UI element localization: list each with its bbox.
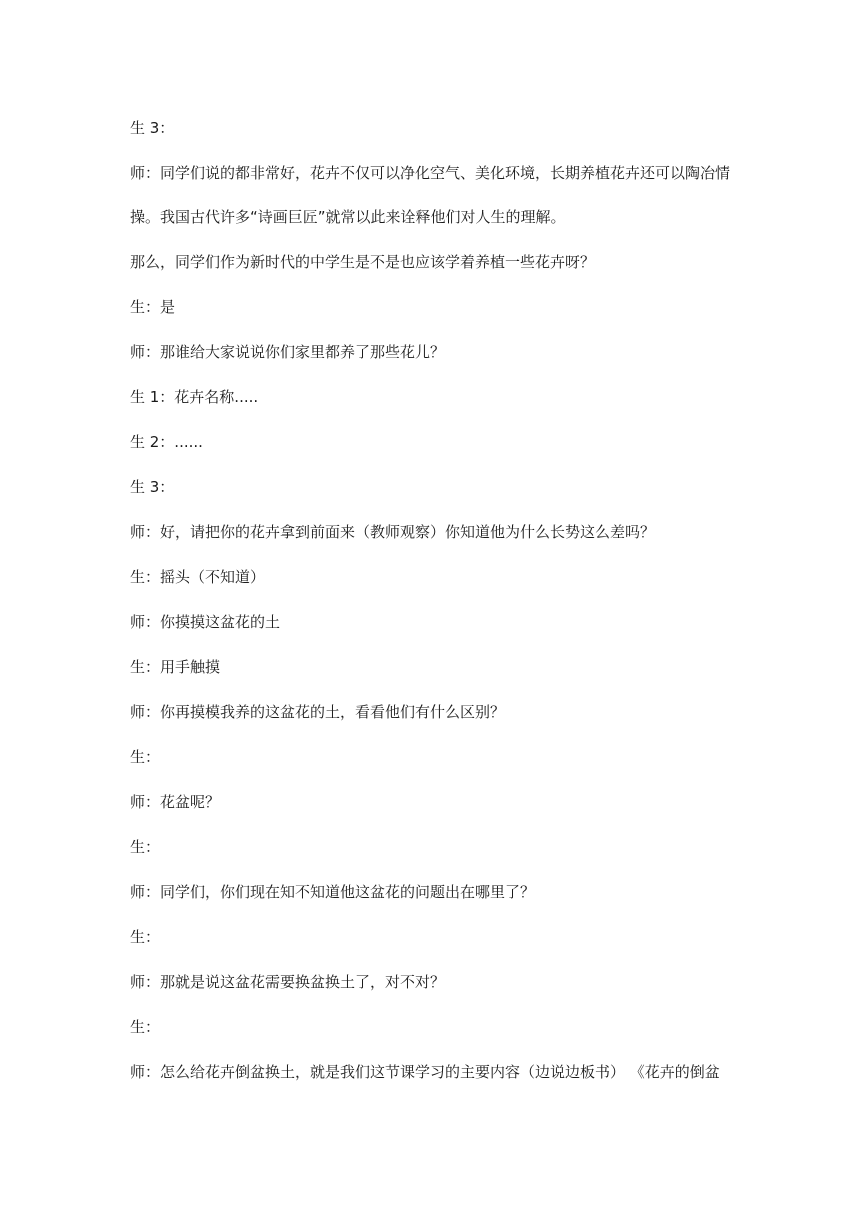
text-line: 生： <box>130 748 161 766</box>
text-line: 师：好，请把你的花卉拿到前面来（教师观察）你知道他为什么长势这么差吗？ <box>130 523 656 541</box>
text-line: 师：同学们说的都非常好，花卉不仅可以净化空气、美化环境，长期养植花卉还可以陶冶情 <box>130 164 731 182</box>
text-line: 生： <box>130 1018 161 1036</box>
text-line: 师：同学们，你们现在知不知道他这盆花的问题出在哪里了？ <box>130 883 536 901</box>
text-line: 师：花盆呢？ <box>130 793 221 811</box>
text-line: 那么，同学们作为新时代的中学生是不是也应该学着养植一些花卉呀？ <box>130 253 596 271</box>
text-line: 生 3： <box>130 119 175 137</box>
text-line: 生： <box>130 928 161 946</box>
text-line: 师：那谁给大家说说你们家里都养了那些花儿？ <box>130 343 446 361</box>
text-line: 师：那就是说这盆花需要换盆换土了，对不对？ <box>130 973 446 991</box>
text-line: 师：你再摸模我养的这盆花的土，看看他们有什么区别？ <box>130 703 506 721</box>
text-line: 生 1：花卉名称..... <box>130 388 259 406</box>
text-line: 操。我国古代许多“诗画巨匠”就常以此来诠释他们对人生的理解。 <box>130 208 566 226</box>
text-line: 生：是 <box>130 298 176 316</box>
text-line: 师：你摸摸这盆花的土 <box>130 613 281 631</box>
text-line: 生 2：...... <box>130 433 203 451</box>
text-line: 生：摇头（不知道） <box>130 568 266 586</box>
text-line: 师：怎么给花卉倒盆换土，就是我们这节课学习的主要内容（边说边板书） 《花卉的倒盆 <box>130 1063 720 1081</box>
text-line: 生 3： <box>130 478 175 496</box>
text-line: 生：用手触摸 <box>130 658 221 676</box>
text-line: 生： <box>130 838 161 856</box>
